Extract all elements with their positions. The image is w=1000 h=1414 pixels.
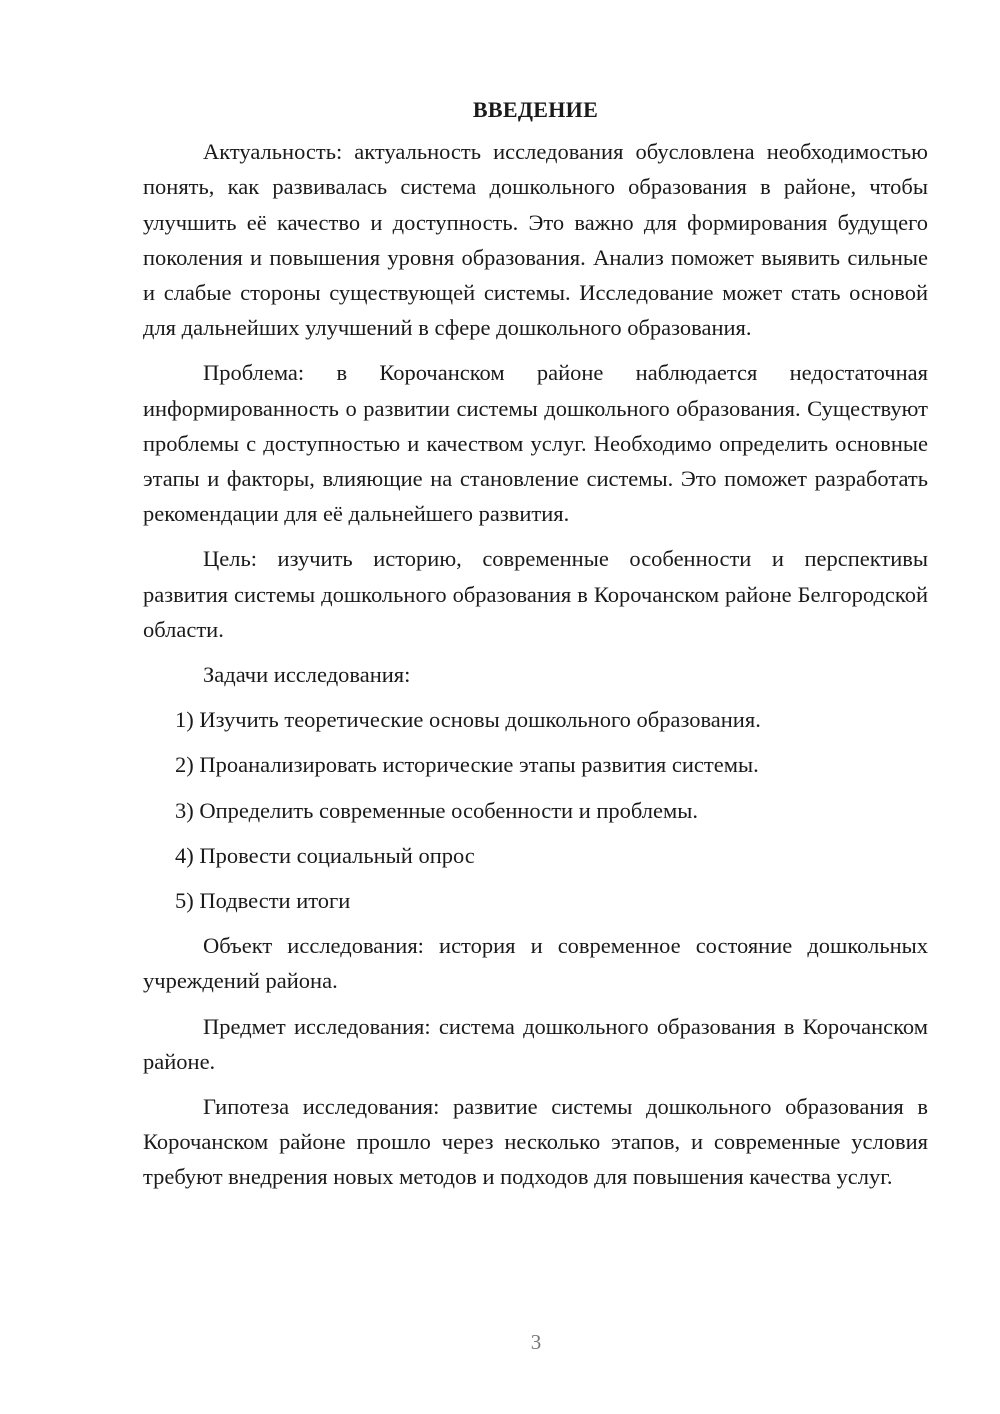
relevance-paragraph: Актуальность: актуальность исследования обусловлена необходимостью понять, как развивалась система дошкольного образования в районе, чтобы улучшить её качество и доступность. Это важно для формирования будущего поколения и повышения уровня образования. Анализ поможет выявить сильные и слабые стороны существующей системы. Исследование может стать основой для дальнейших улучшений в сфере дошкольного образования. <box>143 139 928 341</box>
problem-paragraph: Проблема: в Корочанском районе наблюдается недостаточная информированность о развитии системы дошкольного образования. Существуют проблемы с доступностью и качеством услуг. Необходимо определить основные этапы и факторы, влияющие на становление системы. Это поможет разработать рекомендации для её дальнейшего развития. <box>143 360 928 527</box>
tasks-list <box>143 702 928 918</box>
hypothesis-paragraph: Гипотеза исследования: развитие системы дошкольного образования в Корочанском районе прошло через несколько этапов, и современные условия требуют внедрения новых методов и подходов для повышения качества услуг. <box>143 1094 928 1190</box>
task-item-1: 1) Изучить теоретические основы дошкольного образования. <box>175 707 761 733</box>
tasks-title: Задачи исследования: <box>203 662 411 688</box>
section-heading: ВВЕДЕНИЕ <box>472 97 599 122</box>
object-paragraph: Объект исследования: история и современное состояние дошкольных учреждений района. <box>143 933 928 994</box>
task-item-2: 2) Проанализировать исторические этапы развития системы. <box>175 752 759 778</box>
task-item-3: 3) Определить современные особенности и проблемы. <box>175 797 699 823</box>
subject-paragraph: Предмет исследования: система дошкольного образования в Корочанском районе. <box>143 1013 928 1074</box>
task-item-5: 5) Подвести итоги <box>175 888 351 914</box>
page-number: 3 <box>530 1330 542 1354</box>
page-content <box>143 92 928 1205</box>
goal-paragraph: Цель: изучить историю, современные особенности и перспективы развития системы дошкольного образования в Корочанском районе Белгородской области. <box>143 546 928 642</box>
task-item-4: 4) Провести социальный опрос <box>175 842 475 868</box>
